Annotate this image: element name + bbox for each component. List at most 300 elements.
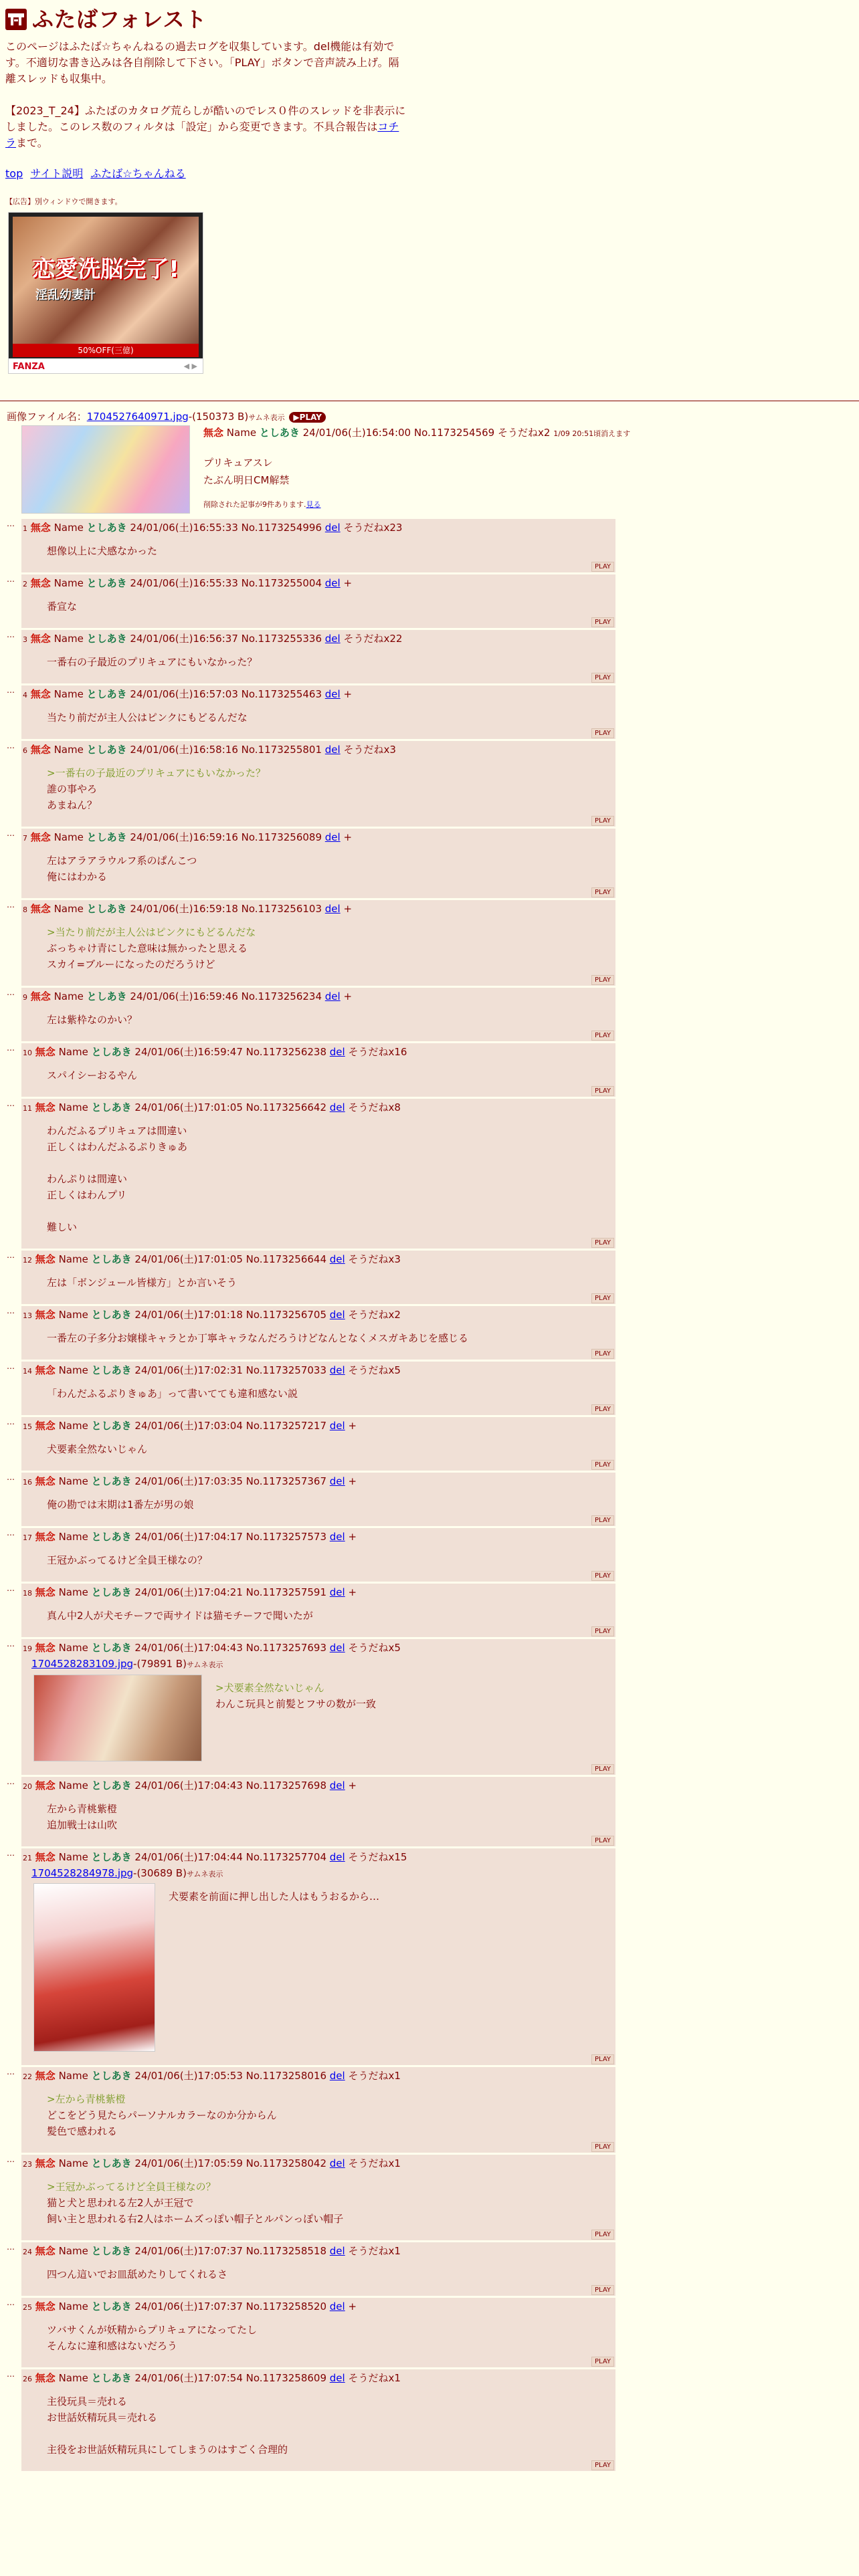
reply-thumb-toggle[interactable]: サムネ表示 bbox=[186, 1869, 223, 1879]
site-title: ふたばフォレスト bbox=[32, 7, 207, 32]
reply-index: 24 bbox=[23, 2248, 32, 2256]
reply-marker: … bbox=[7, 685, 15, 695]
reply-post bbox=[21, 1473, 615, 1526]
reply-post bbox=[21, 574, 615, 628]
reply-post bbox=[21, 741, 615, 827]
reply-soudane[interactable]: そうだねx8 bbox=[348, 1101, 401, 1113]
reply-play-button[interactable]: PLAY bbox=[591, 1349, 614, 1359]
reply-name-label: Name bbox=[58, 2300, 88, 2313]
thread bbox=[0, 409, 859, 2472]
reply-line: 左から青桃紫橙 bbox=[47, 1802, 118, 1815]
reply-soudane[interactable]: + bbox=[348, 1586, 357, 1598]
reply-number[interactable]: No.1173256642 bbox=[246, 1101, 326, 1113]
nav-top-link[interactable]: top bbox=[5, 167, 23, 180]
reply-number[interactable]: No.1173256103 bbox=[241, 903, 322, 915]
reply-number[interactable]: No.1173254996 bbox=[241, 522, 322, 534]
reply-post bbox=[21, 900, 615, 986]
reply-file-link[interactable]: 1704528284978.jpg bbox=[31, 1866, 134, 1879]
reply-name-label: Name bbox=[54, 577, 84, 589]
reply-datetime: 24/01/06(土)17:01:05 bbox=[134, 1101, 243, 1113]
op-soudane[interactable]: そうだねx2 bbox=[498, 427, 551, 439]
reply-file-meta: -(30689 B) bbox=[133, 1866, 187, 1879]
reply-body bbox=[47, 1275, 615, 1291]
reply-row bbox=[7, 988, 859, 1041]
reply-number[interactable]: No.1173258609 bbox=[246, 2372, 326, 2384]
reply-number[interactable]: No.1173257693 bbox=[246, 1642, 326, 1654]
reply-del-link[interactable]: del bbox=[329, 2372, 345, 2384]
reply-number[interactable]: No.1173258518 bbox=[246, 2245, 326, 2257]
reply-name-label: Name bbox=[58, 1420, 88, 1432]
reply-del-link[interactable]: del bbox=[329, 2300, 345, 2313]
reply-datetime: 24/01/06(土)17:07:54 bbox=[134, 2372, 243, 2384]
reply-datetime: 24/01/06(土)17:04:43 bbox=[134, 1779, 243, 1792]
reply-subject: 無念 bbox=[35, 1420, 56, 1432]
intro-paragraph-2-end: まで。 bbox=[16, 136, 48, 149]
reply-soudane[interactable]: + bbox=[343, 831, 353, 843]
reply-soudane[interactable]: + bbox=[348, 1779, 357, 1792]
reply-line: 髪色で感われる bbox=[47, 2125, 118, 2137]
reply-datetime: 24/01/06(土)17:04:43 bbox=[134, 1642, 243, 1654]
reply-index: 18 bbox=[23, 1589, 32, 1598]
reply-header bbox=[23, 1529, 615, 1545]
reply-post bbox=[21, 2298, 615, 2367]
reply-name-label: Name bbox=[58, 1101, 88, 1113]
reply-number[interactable]: No.1173257033 bbox=[246, 1364, 326, 1376]
reply-index: 23 bbox=[23, 2160, 32, 2169]
reply-play-button[interactable]: PLAY bbox=[591, 1764, 614, 1774]
reply-del-link[interactable]: del bbox=[329, 1779, 345, 1792]
reply-number[interactable]: No.1173256234 bbox=[241, 990, 322, 1002]
reply-name: としあき bbox=[91, 1253, 132, 1265]
reply-body bbox=[47, 2322, 615, 2354]
reply-number[interactable]: No.1173255336 bbox=[241, 633, 322, 645]
reply-subject: 無念 bbox=[35, 2070, 56, 2082]
reply-play-button[interactable]: PLAY bbox=[591, 1031, 614, 1041]
reply-del-link[interactable]: del bbox=[324, 831, 341, 843]
reply-marker: … bbox=[7, 1099, 15, 1108]
reply-header bbox=[23, 2244, 615, 2260]
reply-del-link[interactable]: del bbox=[329, 1364, 345, 1376]
reply-name: としあき bbox=[91, 1101, 132, 1113]
reply-play-button[interactable]: PLAY bbox=[591, 617, 614, 627]
reply-del-link[interactable]: del bbox=[329, 1642, 345, 1654]
reply-number[interactable]: No.1173257217 bbox=[246, 1420, 326, 1432]
op-thumb-toggle[interactable]: サムネ表示 bbox=[248, 413, 285, 422]
reply-line: スカイ=ブルーになったのだろうけど bbox=[47, 958, 215, 970]
reply-thumb-toggle[interactable]: サムネ表示 bbox=[186, 1660, 223, 1669]
reply-row bbox=[7, 1251, 859, 1304]
reply-name-label: Name bbox=[54, 831, 84, 843]
reply-number[interactable]: No.1173257698 bbox=[246, 1779, 326, 1792]
reply-line: お世話妖精玩具＝売れる bbox=[47, 2411, 158, 2424]
reply-play-button[interactable]: PLAY bbox=[591, 2054, 614, 2064]
reply-datetime: 24/01/06(土)16:55:33 bbox=[130, 522, 238, 534]
reply-datetime: 24/01/06(土)16:59:46 bbox=[130, 990, 238, 1002]
reply-post bbox=[21, 829, 615, 898]
reply-name: としあき bbox=[91, 1420, 132, 1432]
reply-datetime: 24/01/06(土)17:07:37 bbox=[134, 2245, 243, 2257]
reply-header bbox=[23, 989, 615, 1005]
reply-row bbox=[7, 1417, 859, 1471]
reply-soudane[interactable]: そうだねx1 bbox=[348, 2372, 401, 2384]
reply-index: 22 bbox=[23, 2072, 32, 2081]
reply-number[interactable]: No.1173256089 bbox=[241, 831, 322, 843]
reply-quote-line: >犬要素全然ないじゃん bbox=[215, 1681, 324, 1694]
reply-header bbox=[23, 576, 615, 592]
reply-post bbox=[21, 1528, 615, 1582]
reply-quote-line: >左から青桃紫橙 bbox=[47, 2093, 126, 2105]
reply-name: としあき bbox=[86, 577, 127, 589]
reply-play-button[interactable]: PLAY bbox=[591, 673, 614, 683]
reply-del-link[interactable]: del bbox=[324, 577, 341, 589]
reply-subject: 無念 bbox=[30, 990, 51, 1002]
reply-datetime: 24/01/06(土)16:58:16 bbox=[130, 744, 238, 756]
reply-name-label: Name bbox=[54, 633, 84, 645]
reply-subject: 無念 bbox=[35, 2245, 56, 2257]
reply-index: 8 bbox=[23, 905, 27, 914]
reply-number[interactable]: No.1173257367 bbox=[246, 1475, 326, 1487]
reply-row bbox=[7, 1099, 859, 1249]
reply-number[interactable]: No.1173256644 bbox=[246, 1253, 326, 1265]
reply-name: としあき bbox=[86, 831, 127, 843]
reply-body bbox=[47, 2393, 615, 2458]
reply-soudane[interactable]: そうだねx1 bbox=[348, 2070, 401, 2082]
reply-index: 10 bbox=[23, 1049, 32, 1057]
reply-marker: … bbox=[7, 2155, 15, 2164]
reply-body bbox=[47, 2179, 615, 2227]
reply-number[interactable]: No.1173257573 bbox=[246, 1531, 326, 1543]
reply-del-link[interactable]: del bbox=[329, 2245, 345, 2257]
reply-post bbox=[21, 1639, 615, 1775]
reply-number[interactable]: No.1173255004 bbox=[241, 577, 322, 589]
reply-soudane[interactable]: そうだねx5 bbox=[348, 1642, 401, 1654]
reply-soudane[interactable]: そうだねx22 bbox=[343, 633, 403, 645]
reply-subject: 無念 bbox=[30, 903, 51, 915]
reply-subject: 無念 bbox=[30, 688, 51, 700]
reply-number[interactable]: No.1173257704 bbox=[246, 1850, 326, 1863]
nav-futaba-link[interactable]: ふたば☆ちゃんねる bbox=[90, 167, 186, 180]
reply-del-link[interactable]: del bbox=[324, 633, 341, 645]
reply-del-link[interactable]: del bbox=[329, 1850, 345, 1863]
reply-del-link[interactable]: del bbox=[324, 903, 341, 915]
reply-soudane[interactable]: そうだねx16 bbox=[348, 1046, 407, 1058]
reply-del-link[interactable]: del bbox=[324, 688, 341, 700]
reply-subject: 無念 bbox=[35, 1253, 56, 1265]
reply-play-button[interactable]: PLAY bbox=[591, 1571, 614, 1581]
reply-name: としあき bbox=[86, 903, 127, 915]
reply-play-button[interactable]: PLAY bbox=[591, 887, 614, 897]
op-body bbox=[203, 454, 630, 489]
reply-datetime: 24/01/06(土)16:57:03 bbox=[130, 688, 238, 700]
reply-subject: 無念 bbox=[35, 1586, 56, 1598]
reply-line: 難しい bbox=[47, 1221, 78, 1233]
reply-del-link[interactable]: del bbox=[329, 1420, 345, 1432]
reply-index: 1 bbox=[23, 524, 27, 533]
reply-subject: 無念 bbox=[30, 633, 51, 645]
op-expire: 1/09 20:51頃消えます bbox=[553, 429, 631, 438]
reply-header bbox=[23, 901, 615, 918]
reply-index: 15 bbox=[23, 1422, 32, 1431]
reply-play-button[interactable]: PLAY bbox=[591, 1238, 614, 1248]
op-name: としあき bbox=[259, 427, 300, 439]
reply-line: 一番左の子多分お嬢様キャラとか丁寧キャラなんだろうけどなんとなくメスガキあじを感じる bbox=[47, 1332, 469, 1344]
reply-name-label: Name bbox=[58, 2372, 88, 2384]
reply-soudane[interactable]: + bbox=[343, 688, 353, 700]
reply-thumbnail-image[interactable] bbox=[33, 1883, 155, 2052]
reply-line: 俺の勘では末期は1番左が男の娘 bbox=[47, 1499, 194, 1511]
reply-del-link[interactable]: del bbox=[329, 1046, 345, 1058]
ad-banner[interactable] bbox=[8, 212, 203, 374]
op-deleted-note bbox=[203, 500, 630, 511]
reply-body bbox=[47, 1123, 615, 1235]
reply-soudane[interactable]: + bbox=[348, 1475, 357, 1487]
reply-name: としあき bbox=[91, 2372, 132, 2384]
report-link[interactable]: コチラ bbox=[5, 120, 399, 149]
reply-play-button[interactable]: PLAY bbox=[591, 1404, 614, 1414]
reply-body bbox=[47, 765, 615, 813]
reply-line: 誰の事やろ bbox=[47, 783, 98, 795]
reply-line bbox=[47, 2426, 615, 2442]
reply-datetime: 24/01/06(土)17:04:17 bbox=[134, 1531, 243, 1543]
ad-discount: 50%OFF(三億) bbox=[13, 344, 199, 357]
reply-subject: 無念 bbox=[35, 1046, 56, 1058]
reply-number[interactable]: No.1173258016 bbox=[246, 2070, 326, 2082]
reply-post bbox=[21, 1777, 615, 1846]
reply-line: 当たり前だが主人公はピンクにもどるんだな bbox=[47, 712, 248, 724]
reply-row bbox=[7, 2369, 859, 2471]
reply-play-button[interactable]: PLAY bbox=[591, 2460, 614, 2470]
reply-marker: … bbox=[7, 1473, 15, 1482]
reply-line: 俺にはわかる bbox=[47, 871, 108, 883]
reply-del-link[interactable]: del bbox=[324, 522, 341, 534]
reply-name: としあき bbox=[86, 522, 127, 534]
reply-body bbox=[47, 1330, 615, 1346]
reply-del-link[interactable]: del bbox=[324, 744, 341, 756]
reply-line: 飼い主と思われる右2人はホームズっぽい帽子とルパンっぽい帽子 bbox=[47, 2213, 344, 2225]
reply-play-button[interactable]: PLAY bbox=[591, 2142, 614, 2152]
reply-name-label: Name bbox=[58, 1531, 88, 1543]
reply-marker: … bbox=[7, 574, 15, 584]
reply-number[interactable]: No.1173258520 bbox=[246, 2300, 326, 2313]
reply-play-button[interactable]: PLAY bbox=[591, 975, 614, 985]
reply-play-button[interactable]: PLAY bbox=[591, 1460, 614, 1470]
reply-line: あまねん？ bbox=[47, 799, 98, 811]
reply-del-link[interactable]: del bbox=[329, 2070, 345, 2082]
reply-soudane[interactable]: そうだねx15 bbox=[348, 1850, 407, 1863]
reply-header bbox=[23, 1252, 615, 1268]
reply-row bbox=[7, 2067, 859, 2153]
reply-play-button[interactable]: PLAY bbox=[591, 816, 614, 826]
reply-number[interactable]: No.1173255801 bbox=[241, 744, 322, 756]
intro-paragraph-2-text: 【2023_T_24】ふたばのカタログ荒らしが酷いのでレス０件のスレッドを非表示にしました。このレス数のフィルタは「設定」から変更できます。不具合報告は bbox=[5, 104, 406, 133]
reply-header bbox=[23, 1307, 615, 1323]
reply-header bbox=[23, 1100, 615, 1116]
intro-text bbox=[5, 39, 407, 151]
reply-play-button[interactable]: PLAY bbox=[591, 2285, 614, 2295]
reply-name-label: Name bbox=[58, 1253, 88, 1265]
reply-header bbox=[23, 2068, 615, 2084]
op-thumbnail-image[interactable] bbox=[21, 425, 190, 514]
reply-marker: … bbox=[7, 1306, 15, 1315]
reply-row bbox=[7, 1777, 859, 1846]
reply-play-button[interactable]: PLAY bbox=[591, 1626, 614, 1636]
reply-marker: … bbox=[7, 1528, 15, 1537]
reply-name: としあき bbox=[86, 990, 127, 1002]
reply-post bbox=[21, 988, 615, 1041]
reply-header bbox=[23, 2156, 615, 2172]
reply-datetime: 24/01/06(土)16:55:33 bbox=[130, 577, 238, 589]
reply-play-button[interactable]: PLAY bbox=[591, 562, 614, 572]
reply-number[interactable]: No.1173258042 bbox=[246, 2157, 326, 2169]
reply-play-button[interactable]: PLAY bbox=[591, 728, 614, 738]
reply-line: 主役玩具＝売れる bbox=[47, 2395, 128, 2407]
reply-name-label: Name bbox=[58, 1850, 88, 1863]
reply-line: 真ん中2人が犬モチーフで両サイドは猫モチーフで聞いたが bbox=[47, 1610, 313, 1622]
reply-soudane[interactable]: + bbox=[343, 990, 353, 1002]
reply-line: 追加戦士は山吹 bbox=[47, 1818, 118, 1831]
reply-soudane[interactable]: そうだねx23 bbox=[343, 522, 403, 534]
reply-index: 11 bbox=[23, 1104, 32, 1113]
reply-soudane[interactable]: + bbox=[343, 577, 353, 589]
reply-index: 19 bbox=[23, 1644, 32, 1653]
reply-post bbox=[21, 2369, 615, 2471]
op-file-meta: -(150373 B) bbox=[188, 410, 249, 423]
reply-row bbox=[7, 900, 859, 986]
reply-subject: 無念 bbox=[35, 1364, 56, 1376]
reply-number[interactable]: No.1173255463 bbox=[241, 688, 322, 700]
ad-headline: 恋愛洗脳完了! bbox=[32, 255, 179, 283]
reply-number[interactable]: No.1173257591 bbox=[246, 1586, 326, 1598]
op-body-line: プリキュアスレ bbox=[203, 456, 273, 469]
reply-name-label: Name bbox=[58, 1364, 88, 1376]
reply-row bbox=[7, 519, 859, 572]
reply-soudane[interactable]: + bbox=[348, 1420, 357, 1432]
reply-line: 左はアラアラウルフ系のぱんこつ bbox=[47, 855, 197, 867]
reply-image-block bbox=[33, 1883, 615, 2052]
reply-name: としあき bbox=[91, 1850, 132, 1863]
reply-row bbox=[7, 1306, 859, 1360]
reply-number[interactable]: No.1173256705 bbox=[246, 1309, 326, 1321]
reply-datetime: 24/01/06(土)17:07:37 bbox=[134, 2300, 243, 2313]
reply-soudane[interactable]: そうだねx1 bbox=[348, 2157, 401, 2169]
reply-soudane[interactable]: + bbox=[348, 2300, 357, 2313]
reply-soudane[interactable]: そうだねx5 bbox=[348, 1364, 401, 1376]
reply-del-link[interactable]: del bbox=[329, 1475, 345, 1487]
reply-del-link[interactable]: del bbox=[329, 1531, 345, 1543]
reply-line: わんこ玩具と前髪とフサの数が一致 bbox=[215, 1697, 377, 1710]
reply-play-button[interactable]: PLAY bbox=[591, 1515, 614, 1525]
reply-marker: … bbox=[7, 519, 15, 528]
op-file-line bbox=[7, 409, 859, 425]
nav-about-link[interactable]: サイト説明 bbox=[30, 167, 84, 180]
reply-row bbox=[7, 1639, 859, 1775]
reply-name: としあき bbox=[91, 1642, 132, 1654]
reply-del-link[interactable]: del bbox=[329, 1101, 345, 1113]
ad-nav-arrows-icon[interactable]: ◀ ▶ bbox=[183, 361, 197, 370]
op-post bbox=[7, 425, 859, 514]
reply-soudane[interactable]: そうだねx1 bbox=[348, 2245, 401, 2257]
reply-play-button[interactable]: PLAY bbox=[591, 2230, 614, 2240]
reply-soudane[interactable]: + bbox=[343, 903, 353, 915]
reply-del-link[interactable]: del bbox=[329, 1586, 345, 1598]
op-file-link[interactable]: 1704527640971.jpg bbox=[86, 410, 189, 423]
reply-name: としあき bbox=[91, 1309, 132, 1321]
reply-body bbox=[47, 853, 615, 885]
reply-marker: … bbox=[7, 829, 15, 838]
reply-post bbox=[21, 1043, 615, 1097]
reply-marker: … bbox=[7, 2242, 15, 2252]
reply-soudane[interactable]: + bbox=[348, 1531, 357, 1543]
reply-subject: 無念 bbox=[35, 1475, 56, 1487]
reply-subject: 無念 bbox=[35, 1101, 56, 1113]
ad-brand: FANZA bbox=[13, 361, 45, 372]
op-number[interactable]: No.1173254569 bbox=[413, 427, 495, 439]
op-datetime: 24/01/06(土)16:54:00 bbox=[302, 427, 411, 439]
reply-body bbox=[47, 924, 615, 972]
reply-row bbox=[7, 630, 859, 683]
reply-file-link[interactable]: 1704528283109.jpg bbox=[31, 1658, 134, 1670]
reply-soudane[interactable]: そうだねx3 bbox=[348, 1253, 401, 1265]
site-logo[interactable] bbox=[5, 7, 852, 32]
reply-row bbox=[7, 685, 859, 739]
reply-subject: 無念 bbox=[30, 522, 51, 534]
reply-name-label: Name bbox=[58, 2157, 88, 2169]
reply-marker: … bbox=[7, 1043, 15, 1053]
op-name-label: Name bbox=[226, 427, 257, 439]
reply-marker: … bbox=[7, 2067, 15, 2076]
reply-header bbox=[23, 687, 615, 703]
reply-play-button[interactable]: PLAY bbox=[591, 1086, 614, 1096]
reply-marker: … bbox=[7, 1584, 15, 1593]
reply-name-label: Name bbox=[58, 1586, 88, 1598]
reply-marker: … bbox=[7, 741, 15, 750]
op-play-button[interactable]: ▶PLAY bbox=[289, 412, 326, 423]
reply-play-button[interactable]: PLAY bbox=[591, 1836, 614, 1846]
reply-name-label: Name bbox=[58, 1309, 88, 1321]
reply-thumbnail-image[interactable] bbox=[33, 1675, 202, 1761]
ad-footer bbox=[9, 358, 203, 373]
deleted-note-link[interactable]: 見る bbox=[306, 500, 321, 509]
reply-number[interactable]: No.1173256238 bbox=[246, 1046, 326, 1058]
reply-soudane[interactable]: そうだねx3 bbox=[343, 744, 396, 756]
reply-name: としあき bbox=[91, 2300, 132, 2313]
op-body-line: たぶん明日CM解禁 bbox=[203, 473, 290, 486]
reply-row bbox=[7, 741, 859, 827]
reply-del-link[interactable]: del bbox=[329, 1253, 345, 1265]
reply-row bbox=[7, 1528, 859, 1582]
reply-del-link[interactable]: del bbox=[324, 990, 341, 1002]
reply-body bbox=[47, 599, 615, 615]
reply-line: わんだふるプリキュアは間違い bbox=[47, 1125, 187, 1137]
reply-body bbox=[47, 1012, 615, 1028]
reply-soudane[interactable]: そうだねx2 bbox=[348, 1309, 401, 1321]
reply-file-meta: -(79891 B) bbox=[133, 1658, 187, 1670]
reply-name-label: Name bbox=[58, 1046, 88, 1058]
reply-del-link[interactable]: del bbox=[329, 1309, 345, 1321]
reply-play-button[interactable]: PLAY bbox=[591, 2357, 614, 2367]
deleted-note-text: 削除された記事が9件あります. bbox=[203, 500, 306, 509]
op-subject: 無念 bbox=[203, 427, 224, 439]
reply-datetime: 24/01/06(土)17:02:31 bbox=[134, 1364, 243, 1376]
reply-header bbox=[23, 1474, 615, 1490]
reply-name: としあき bbox=[91, 1779, 132, 1792]
reply-post bbox=[21, 1251, 615, 1304]
reply-post bbox=[21, 1584, 615, 1637]
reply-name-label: Name bbox=[58, 2070, 88, 2082]
reply-file-line bbox=[31, 1866, 615, 1881]
reply-play-button[interactable]: PLAY bbox=[591, 1293, 614, 1303]
reply-del-link[interactable]: del bbox=[329, 2157, 345, 2169]
